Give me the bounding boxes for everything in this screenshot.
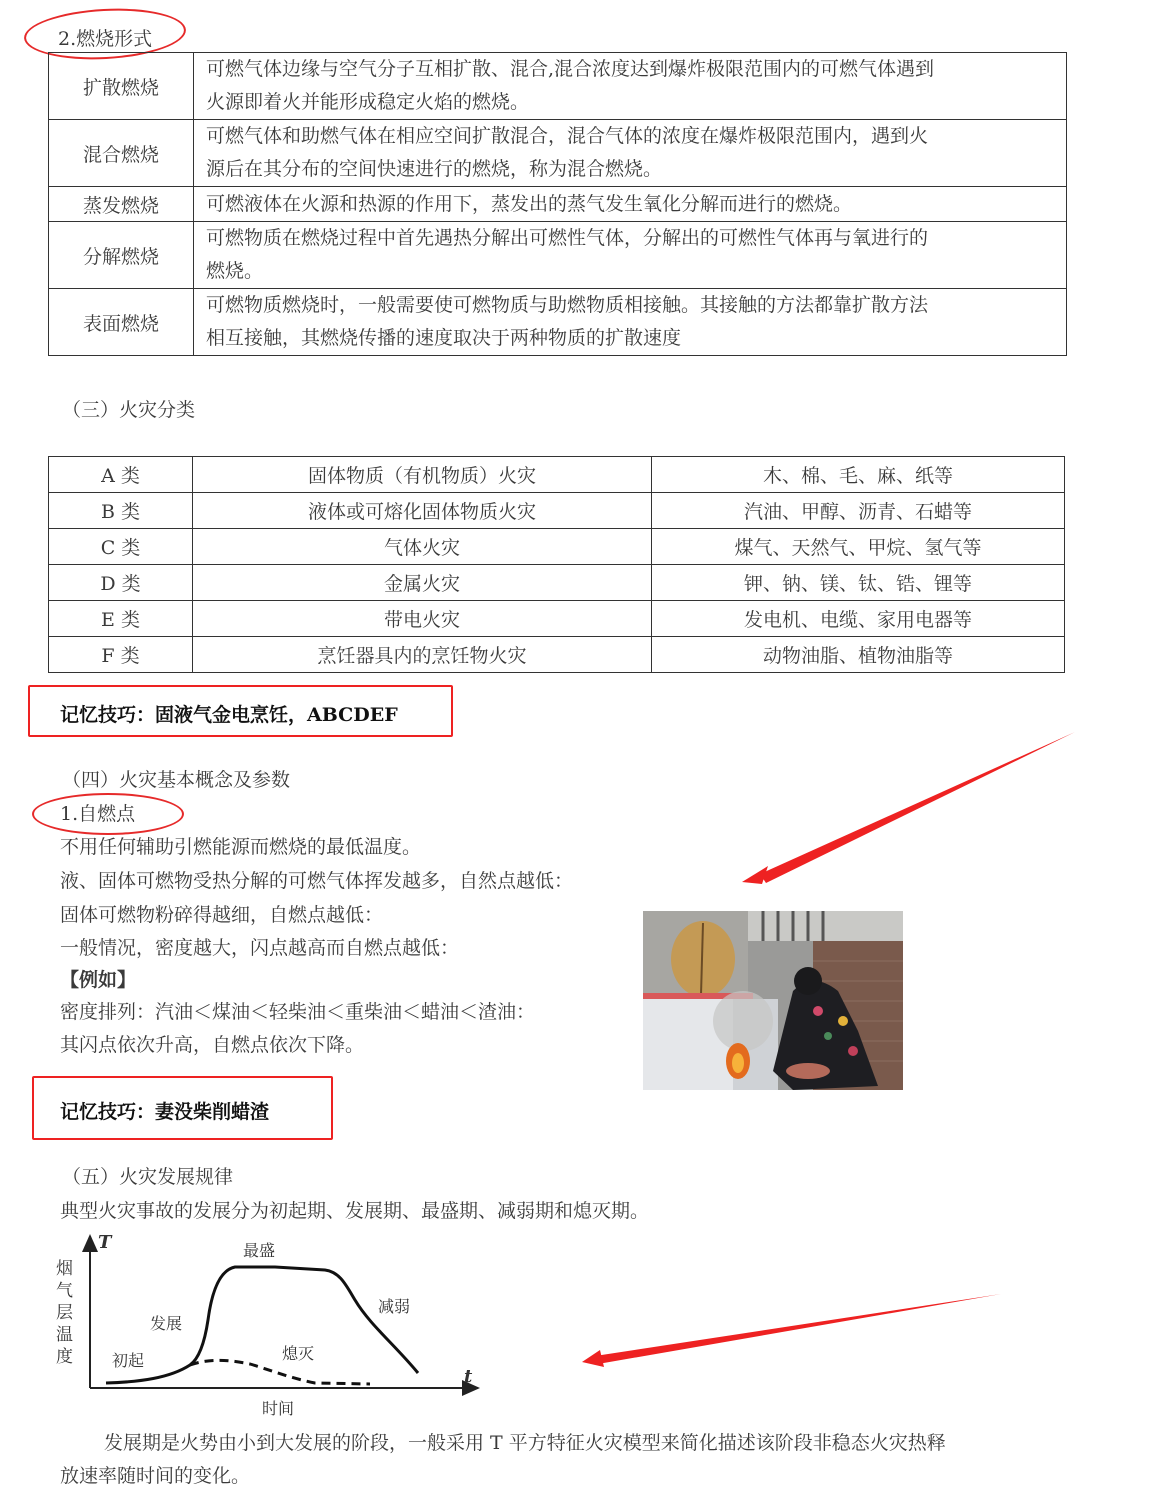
section-heading-fire-development: （五）火灾发展规律 [62, 1166, 234, 1188]
class-examples: 煤气、天然气、甲烷、氢气等 [652, 529, 1065, 565]
concept-line: 一般情况，密度越大，闪点越高而自燃点越低： [60, 937, 460, 959]
stage-label-initial: 初起 [112, 1351, 145, 1370]
class-examples: 汽油、甲醇、沥青、石蜡等 [652, 493, 1065, 529]
fire-development-intro: 典型火灾事故的发展分为初起期、发展期、最盛期、减弱期和熄灭期。 [60, 1200, 650, 1222]
subheading-autoignition: 1.自燃点 [60, 803, 136, 825]
memo-fire-classes: 记忆技巧：固液气金电烹饪，ABCDEF [60, 704, 398, 726]
concept-line: 密度排列：汽油＜煤油＜轻柴油＜重柴油＜蜡油＜渣油： [60, 1001, 536, 1023]
form-desc: 可燃液体在火源和热源的作用下，蒸发出的蒸气发生氧化分解而进行的燃烧。 [194, 187, 1067, 222]
class-examples: 木、棉、毛、麻、纸等 [652, 457, 1065, 493]
fire-development-paragraph-line: 发展期是火势由小到大发展的阶段，一般采用 T 平方特征火灾模型来简化描述该阶段非稳态火灾热释 [104, 1432, 946, 1454]
form-name: 混合燃烧 [49, 120, 194, 187]
form-desc: 可燃气体边缘与空气分子互相扩散、混合,混合浓度达到爆炸极限范围内的可燃气体遇到 火源即着火并能形成稳定火焰的燃烧。 [194, 53, 1067, 120]
class-code: D 类 [49, 565, 193, 601]
stage-label-growth: 发展 [150, 1314, 183, 1333]
stage-label-peak: 最盛 [243, 1241, 276, 1260]
class-desc: 液体或可熔化固体物质火灾 [193, 493, 652, 529]
class-desc: 带电火灾 [193, 601, 652, 637]
x-axis-label: 时间 [262, 1399, 295, 1418]
fire-development-paragraph-line: 放速率随时间的变化。 [60, 1465, 251, 1487]
section-heading-combustion-forms: 2.燃烧形式 [58, 28, 153, 50]
section-heading-fire-classes: （三）火灾分类 [62, 399, 196, 421]
class-desc: 气体火灾 [193, 529, 652, 565]
class-code: A 类 [49, 457, 193, 493]
class-code: E 类 [49, 601, 193, 637]
stage-label-extinction: 熄灭 [282, 1344, 315, 1363]
concept-line: 固体可燃物粉碎得越细，自燃点越低： [60, 904, 384, 926]
y-axis-symbol: T [98, 1232, 112, 1253]
class-desc: 烹饪器具内的烹饪物火灾 [193, 637, 652, 673]
class-desc: 金属火灾 [193, 565, 652, 601]
class-desc: 固体物质（有机物质）火灾 [193, 457, 652, 493]
concept-line: 其闪点依次升高，自燃点依次下降。 [60, 1034, 365, 1056]
class-code: B 类 [49, 493, 193, 529]
form-name: 表面燃烧 [49, 289, 194, 356]
class-examples: 发电机、电缆、家用电器等 [652, 601, 1065, 637]
form-name: 分解燃烧 [49, 222, 194, 289]
form-name: 蒸发燃烧 [49, 187, 194, 222]
concept-line: 【例如】 [60, 969, 137, 991]
form-desc: 可燃气体和助燃气体在相应空间扩散混合，混合气体的浓度在爆炸极限范围内，遇到火 源后在其分布的空间快速进行的燃烧，称为混合燃烧。 [194, 120, 1067, 187]
form-desc: 可燃物质在燃烧过程中首先遇热分解出可燃性气体，分解出的可燃性气体再与氧进行的 燃烧。 [194, 222, 1067, 289]
stage-label-decay: 减弱 [378, 1297, 411, 1316]
class-examples: 动物油脂、植物油脂等 [652, 637, 1065, 673]
memo-autoignition: 记忆技巧：妻没柴削蜡渣 [60, 1101, 270, 1123]
class-code: C 类 [49, 529, 193, 565]
form-name: 扩散燃烧 [49, 53, 194, 120]
form-desc: 可燃物质燃烧时，一般需要使可燃物质与助燃物质相接触。其接触的方法都靠扩散方法 相互接触，其燃烧传播的速度取决于两种物质的扩散速度 [194, 289, 1067, 356]
x-axis-symbol: t [464, 1366, 473, 1387]
concept-line: 不用任何辅助引燃能源而燃烧的最低温度。 [60, 836, 422, 858]
class-code: F 类 [49, 637, 193, 673]
class-examples: 钾、钠、镁、钛、锆、锂等 [652, 565, 1065, 601]
concept-line: 液、固体可燃物受热分解的可燃气体挥发越多，自然点越低： [60, 870, 574, 892]
y-axis-label: 烟气层温度 [56, 1259, 73, 1367]
section-heading-basic-concepts: （四）火灾基本概念及参数 [62, 769, 291, 791]
